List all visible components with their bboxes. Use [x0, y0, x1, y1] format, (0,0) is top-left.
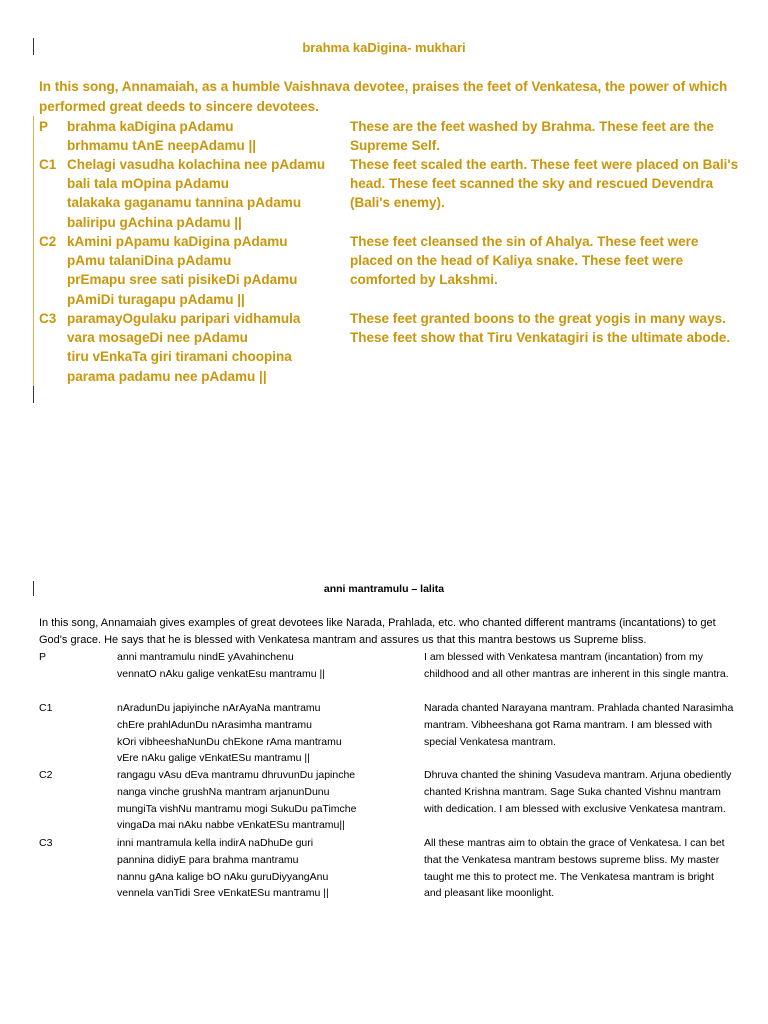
lyric-line: nanga vinche grushNa mantram arjanunDunu — [117, 785, 330, 798]
stanza-label: C3 — [39, 837, 53, 849]
lyric-line: baliripu gAchina pAdamu || — [67, 214, 242, 230]
stanza-translation: Narada chanted Narayana mantram. Prahlada chanted Narasimha mantram. Vibheeshana got Rama mantram. I am blessed with special Venkatesa mantram. — [424, 702, 734, 748]
stanza-translation: These feet scaled the earth. These feet were placed on Bali's head. These feet scanned the sky and rescued Devendra (Bali's enemy). — [350, 157, 739, 211]
stanza-label: P — [39, 119, 49, 134]
lyric-line: bali tala mOpina pAdamu — [67, 176, 230, 192]
lyric-line: inni mantramula kella indirA naDhuDe guri — [117, 837, 314, 849]
lyric-line: vennatO nAku galige venkatEsu mantramu || — [117, 667, 325, 680]
stanza-bar — [33, 116, 34, 386]
stanza-translation: Dhruva chanted the shining Vasudeva mantram. Arjuna obediently chanted Krishna mantram. Sage Suka chanted Vishnu mantram with dedication. I am blessed with exclusive Venkatesa mantram. — [424, 769, 732, 815]
lyric-line: brhmamu tAnE neepAdamu || — [67, 138, 257, 154]
lyric-line: rangagu vAsu dEva mantramu dhruvunDu japinche — [117, 769, 356, 781]
song2-intro: In this song, Annamaiah gives examples of great devotees like Narada, Prahlada, etc. who chanted different mantrams (incantations) to get God's grace. He says that he is blessed with Venkatesa mantram and assures us that this mantra bestows us Supreme bliss. — [39, 617, 716, 646]
lyric-line: tiru vEnkaTa giri tiramani choopina — [67, 349, 292, 365]
song1-intro: In this song, Annamaiah, as a humble Vaishnava devotee, praises the feet of Venkatesa, the power of which performed great deeds to sincere devotees. — [39, 79, 728, 114]
stanza-translation: These feet cleansed the sin of Ahalya. These feet were placed on the head of Kaliya snake. These feet were comforted by Lakshmi. — [350, 234, 699, 288]
lyric-line: kOri vibheeshaNunDu chEkone rAma mantramu — [117, 735, 342, 748]
lyric-line: talakaka gaganamu tannina pAdamu — [67, 195, 302, 211]
lyric-line: vEre nAku galige vEnkatESu mantramu || — [117, 752, 310, 765]
text-cursor-mark — [33, 386, 34, 403]
stanza-lyrics — [67, 117, 337, 155]
stanza-lyrics — [117, 767, 417, 834]
lyric-line: pannina didiyE para brahma mantramu — [117, 853, 299, 866]
stanza-lyrics — [67, 309, 337, 386]
lyric-line: nannu gAna kalige bO nAku guruDiyyangAnu — [117, 870, 329, 883]
lyric-line: anni mantramulu nindE yAvahinchenu — [117, 651, 294, 663]
lyric-line: kAmini pApamu kaDigina pAdamu — [67, 234, 288, 249]
lyric-line: paramayOgulaku paripari vidhamula — [67, 311, 301, 326]
lyric-line: pAmu talaniDina pAdamu — [67, 253, 232, 269]
stanza-lyrics — [117, 649, 417, 683]
stanza-lyrics — [67, 155, 337, 232]
stanza-translation: These feet granted boons to the great yogis in many ways. These feet show that Tiru Venkatagiri is the ultimate abode. — [350, 311, 731, 346]
stanza-label: C2 — [39, 769, 53, 781]
stanza-translation: All these mantras aim to obtain the grace of Venkatesa. I can bet that the Venkatesa mantram bestows supreme bliss. My master taught me this to protect me. The Venkatesa mantram is bright and pleasant like moonlight. — [424, 837, 725, 900]
song2-title: anni mantramulu – lalita — [323, 583, 445, 595]
lyric-line: vara mosageDi nee pAdamu — [67, 330, 248, 346]
lyric-line: nAradunDu japiyinche nArAyaNa mantramu — [117, 702, 321, 714]
lyric-line: pAmiDi turagapu pAdamu || — [67, 291, 245, 307]
stanza-lyrics — [67, 232, 337, 309]
lyric-line: vennela vanTidi Sree vEnkatESu mantramu || — [117, 887, 329, 900]
stanza-label: C2 — [39, 234, 57, 249]
stanza-translation: These are the feet washed by Brahma. These feet are the Supreme Self. — [350, 119, 714, 154]
song1-title: brahma kaDigina- mukhari — [302, 40, 466, 55]
stanza-lyrics — [117, 700, 417, 767]
lyric-line: vingaDa mai nAku nabbe vEnkatESu mantramu|| — [117, 819, 345, 832]
stanza-label: P — [39, 651, 47, 663]
lyric-line: brahma kaDigina pAdamu — [67, 119, 234, 134]
stanza-translation: I am blessed with Venkatesa mantram (incantation) from my childhood and all other mantras are inherent in this single mantra. — [424, 651, 729, 680]
lyric-line: prEmapu sree sati pisikeDi pAdamu — [67, 272, 298, 288]
stanza-lyrics — [117, 835, 417, 902]
lyric-line: Chelagi vasudha kolachina nee pAdamu — [67, 157, 326, 172]
stanza-label: C1 — [39, 702, 53, 714]
lyric-line: mungiTa vishNu mantramu mogi SukuDu paTimche — [117, 802, 357, 815]
stanza-label: C3 — [39, 311, 57, 326]
lyric-line: parama padamu nee pAdamu || — [67, 368, 267, 384]
stanza-label: C1 — [39, 157, 57, 172]
lyric-line: chEre prahlAdunDu nArasimha mantramu — [117, 718, 312, 731]
